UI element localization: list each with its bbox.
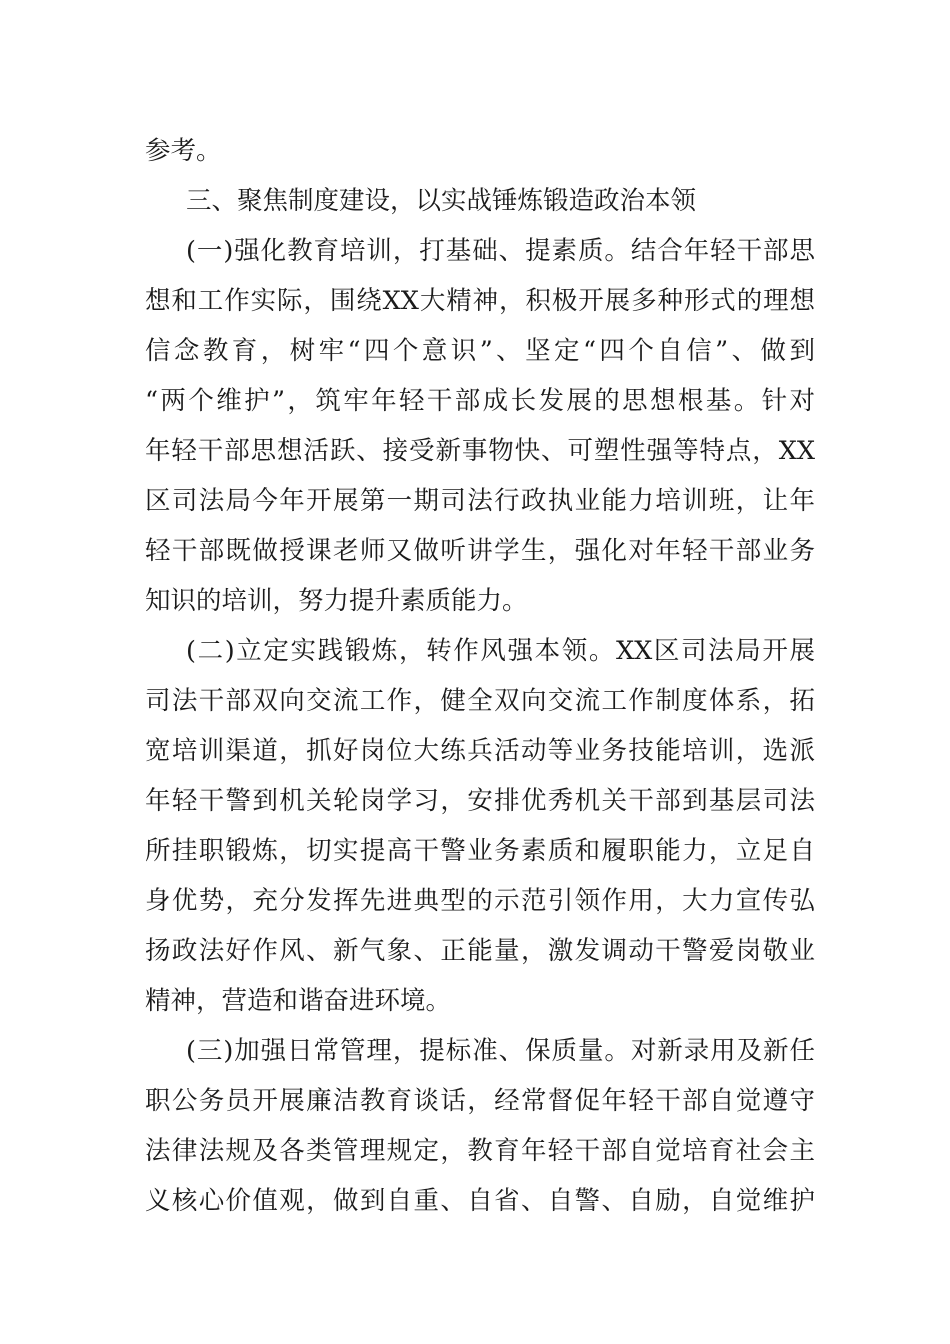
paragraph-line: 司法干部双向交流工作，健全双向交流工作制度体系，拓 <box>145 686 815 716</box>
paragraph-line: 精神，营造和谐奋进环境。 <box>145 986 452 1016</box>
subsection-heading-line: (三)加强日常管理，提标准、保质量。对新录用及新任 <box>186 1036 815 1066</box>
paragraph-line: 知识的培训，努力提升素质能力。 <box>145 586 528 616</box>
paragraph-line: 法律法规及各类管理规定，教育年轻干部自觉培育社会主 <box>145 1136 815 1166</box>
subsection-heading-line: (二)立定实践锻炼，转作风强本领。XX区司法局开展 <box>186 636 815 666</box>
subsection-heading-line: (一)强化教育培训，打基础、提素质。结合年轻干部思 <box>186 236 815 266</box>
section-heading: 三、聚焦制度建设，以实战锤炼锻造政治本领 <box>186 186 697 216</box>
paragraph-line: 信念教育，树牢“四个意识”、坚定“四个自信”、做到 <box>145 336 815 366</box>
paragraph-line: 义核心价值观，做到自重、自省、自警、自励，自觉维护 <box>145 1186 815 1216</box>
paragraph-line: 参考。 <box>145 136 222 166</box>
paragraph-line: 宽培训渠道，抓好岗位大练兵活动等业务技能培训，选派 <box>145 736 815 766</box>
paragraph-line: 想和工作实际，围绕XX大精神，积极开展多种形式的理想 <box>145 286 815 316</box>
paragraph-line: 所挂职锻炼，切实提高干警业务素质和履职能力，立足自 <box>145 836 815 866</box>
paragraph-line: 区司法局今年开展第一期司法行政执业能力培训班，让年 <box>145 486 815 516</box>
paragraph-line: 轻干部既做授课老师又做听讲学生，强化对年轻干部业务 <box>145 536 815 566</box>
paragraph-line: 身优势，充分发挥先进典型的示范引领作用，大力宣传弘 <box>145 886 815 916</box>
paragraph-line: 职公务员开展廉洁教育谈话，经常督促年轻干部自觉遵守 <box>145 1086 815 1116</box>
paragraph-line: 年轻干警到机关轮岗学习，安排优秀机关干部到基层司法 <box>145 786 815 816</box>
paragraph-line: 扬政法好作风、新气象、正能量，激发调动干警爱岗敬业 <box>145 936 815 966</box>
paragraph-line: “两个维护”，筑牢年轻干部成长发展的思想根基。针对 <box>145 386 815 416</box>
paragraph-line: 年轻干部思想活跃、接受新事物快、可塑性强等特点，XX <box>145 436 815 466</box>
